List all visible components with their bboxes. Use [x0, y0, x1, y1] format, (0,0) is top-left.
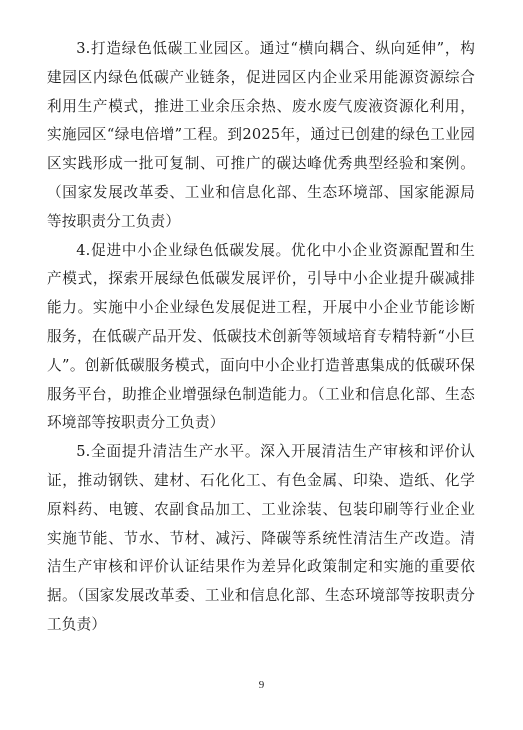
document-body	[47, 35, 475, 640]
paragraph-sme-green-development: 4.促进中小企业绿色低碳发展。优化中小企业资源配置和生产模式，探索开展绿色低碳发展评价，引导中小企业提升碳减排能力。实施中小企业绿色发展促进工程，开展中小企业节能诊断服务，在低碳产品开发、低碳技术创新等领域培育专精特新“小巨人”。创新低碳服务模式，面向中小企业打造普惠集成的低碳环保服务平台，助推企业增强绿色制造能力。（工业和信息化部、生态环境部等按职责分工负责）	[47, 241, 475, 432]
paragraph-clean-production: 5.全面提升清洁生产水平。深入开展清洁生产审核和评价认证，推动钢铁、建材、石化化工、有色金属、印染、造纸、化学原料药、电镀、农副食品加工、工业涂装、包装印刷等行业企业实施节能、节水、节材、减污、降碳等系统性清洁生产改造。清洁生产审核和评价认证结果作为差异化政策制定和实施的重要依据。（国家发展改革委、工业和信息化部、生态环境部等按职责分工负责）	[47, 443, 475, 633]
page-number: 9	[258, 679, 265, 691]
paragraph-green-industrial-parks: 3.打造绿色低碳工业园区。通过“横向耦合、纵向延伸”，构建园区内绿色低碳产业链条，促进园区内企业采用能源资源综合利用生产模式，推进工业余压余热、废水废气废液资源化利用，实施园区“绿电倍增”工程。到2025年，通过已创建的绿色工业园区实践形成一批可复制、可推广的碳达峰优秀典型经验和案例。（国家发展改革委、工业和信息化部、生态环境部、国家能源局等按职责分工负责）	[47, 40, 475, 230]
